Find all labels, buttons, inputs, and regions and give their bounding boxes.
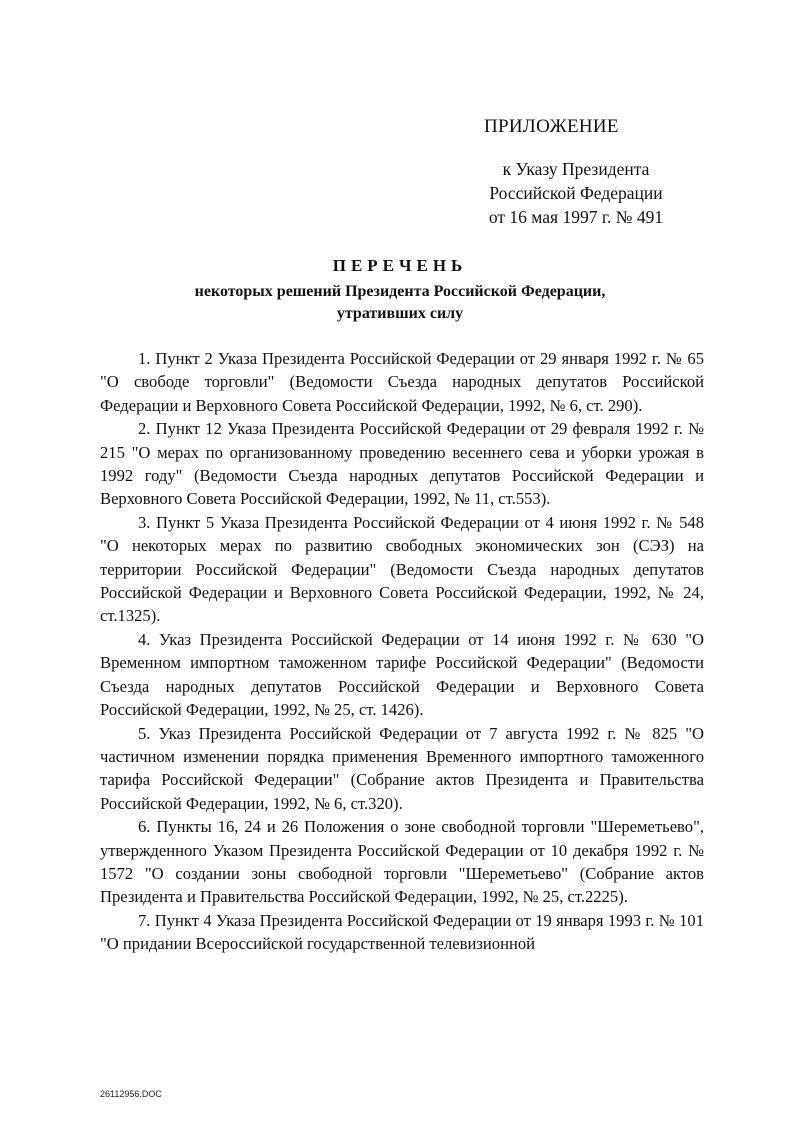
list-item: 1. Пункт 2 Указа Президента Российской Федерации от 29 января 1992 г. № 65 "О свободе торговли" (Ведомости Съезда народных депутатов Российской Федерации и Верховного Совета Российской Федерации, 1992, № 6, ст. 290). xyxy=(100,349,704,415)
subtitle-line: утративших силу xyxy=(336,305,464,322)
list-item: 5. Указ Президента Российской Федерации от 7 августа 1992 г. № 825 "О частичном изменении порядка применения Временного импортного таможенного тарифа Российской Федерации" (Собрание актов Президента и Правительства Российской Федерации, 1992, № 6, ст.320). xyxy=(100,723,704,813)
decree-reference-line: Российской Федерации xyxy=(489,183,663,203)
list-item: 7. Пункт 4 Указа Президента Российской Федерации от 19 января 1993 г. № 101 "О придании Всероссийской государственной телевизионной xyxy=(100,910,704,954)
document-title: ПЕРЕЧЕНЬ xyxy=(332,256,468,275)
decree-reference-line: к Указу Президента xyxy=(502,159,650,179)
decree-reference xyxy=(456,157,696,229)
list-item: 6. Пункты 16, 24 и 26 Положения о зоне свободной торговли "Шереметьево", утвержденного Указом Президента Российской Федерации от 10 декабря 1992 г. № 1572 "О создании зоны свободной торговли "Шереметьево" (Собрание актов Президента и Правительства Российской Федерации, 1992, № 25, ст.2225). xyxy=(100,817,704,907)
list-item: 2. Пункт 12 Указа Президента Российской Федерации от 29 февраля 1992 г. № 215 "О мерах по организованному проведению весеннего сева и уборки урожая в 1992 году" (Ведомости Съезда народных депутатов Российской Федерации и Верховного Совета Российской Федерации, 1992, № 11, ст.553). xyxy=(100,419,704,509)
decree-reference-line: от 16 мая 1997 г. № 491 xyxy=(488,207,664,227)
subtitle-line: некоторых решений Президента Российской Федерации, xyxy=(194,283,606,300)
list-item: 4. Указ Президента Российской Федерации от 14 июня 1992 г. № 630 "О Временном импортном таможенном тарифе Российской Федерации" (Ведомости Съезда народных депутатов Российской Федерации и Верховного Совета Российской Федерации, 1992, № 25, ст. 1426). xyxy=(100,629,704,720)
list-item: 3. Пункт 5 Указа Президента Российской Федерации от 4 июня 1992 г. № 548 "О некоторых мерах по развитию свободных экономических зон (СЭЗ) на территории Российской Федерации" (Ведомости Съезда народных депутатов Российской Федерации и Верховного Совета Российской Федерации, 1992, № 24, ст.1325). xyxy=(100,512,704,626)
file-reference: 26112956.DOC xyxy=(100,1089,162,1099)
appendix-heading: ПРИЛОЖЕНИЕ xyxy=(484,116,619,137)
document-subtitle xyxy=(150,281,650,325)
decisions-list xyxy=(100,347,704,956)
